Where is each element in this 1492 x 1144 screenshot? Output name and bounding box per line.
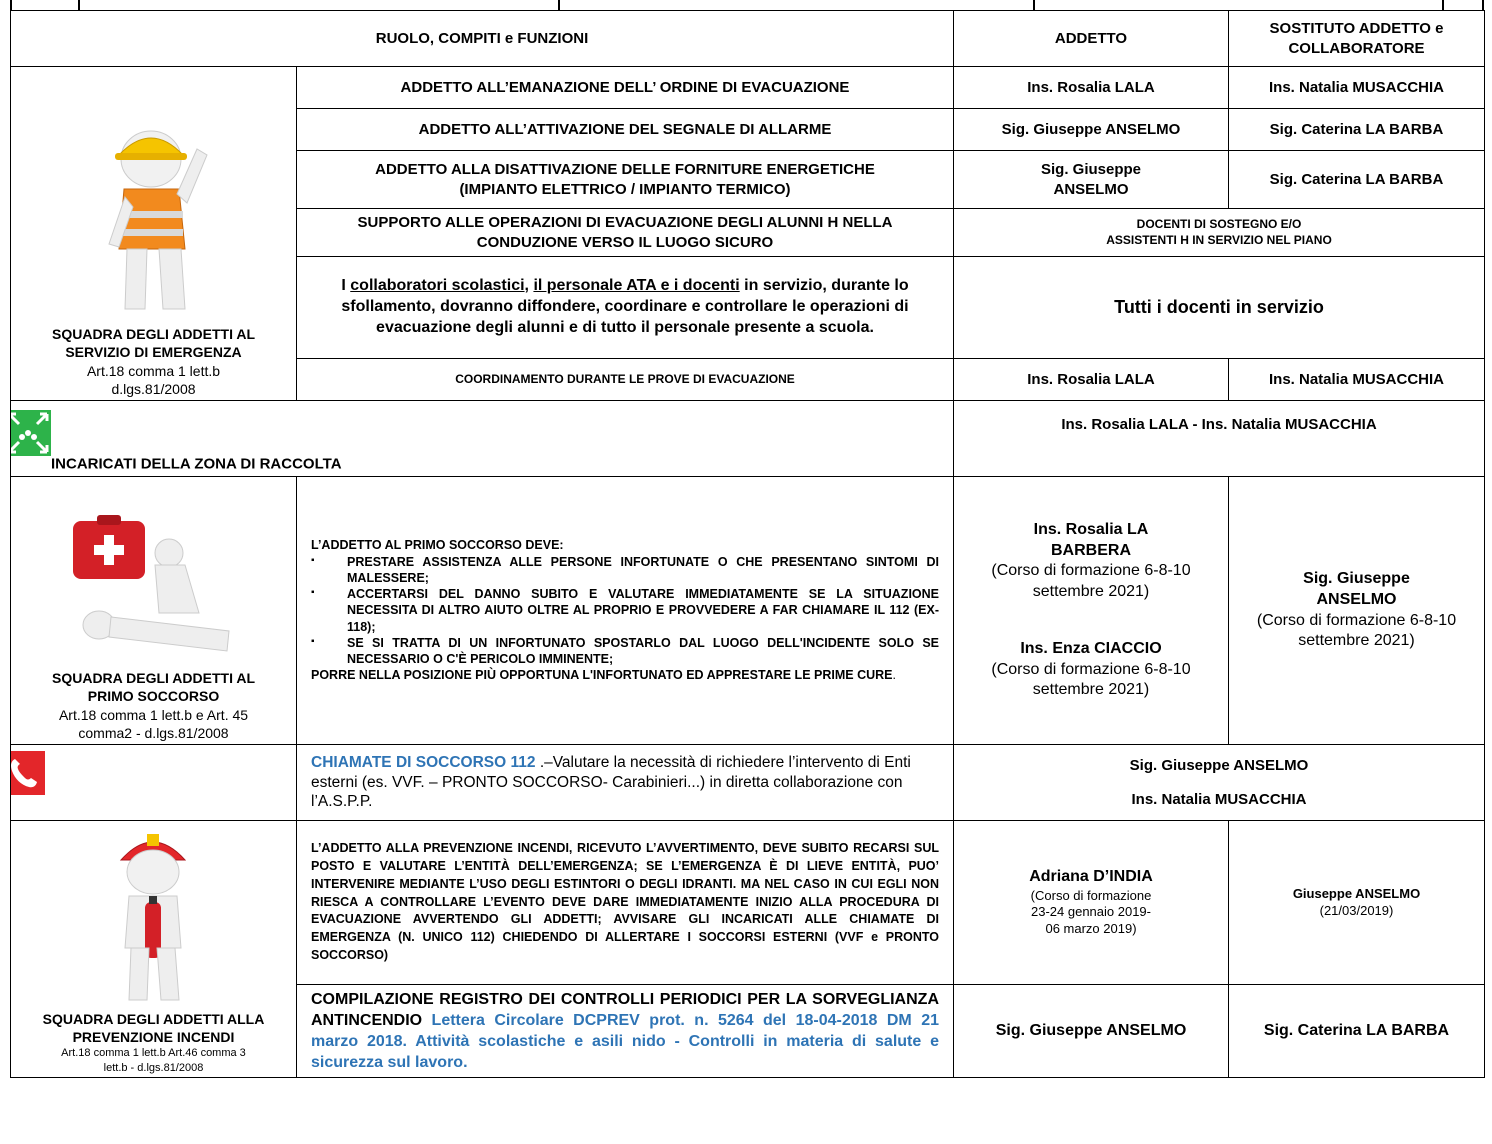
table-title: RUOLO, COMPITI e FUNZIONI: [11, 11, 954, 67]
sostituto-cell: Sig. Caterina LA BARBA: [1229, 109, 1485, 151]
firefighter-extinguisher-figure-icon: [99, 824, 209, 1004]
fire-addetto: Adriana D’INDIA (Corso di formazione 23-24 gennaio 2019- 06 marzo 2019): [954, 821, 1229, 985]
role-cell: COORDINAMENTO DURANTE LE PROVE DI EVACUAZIONE: [297, 359, 954, 401]
col-header-sostituto: SOSTITUTO ADDETTO e COLLABORATORE: [1229, 11, 1485, 67]
emergency-roles-table: [10, 10, 1485, 1078]
assembly-zone-title-cell: [11, 401, 954, 477]
fire-duties: L’ADDETTO ALLA PREVENZIONE INCENDI, RICEVUTO L’AVVERTIMENTO, DEVE SUBITO RECARSI SUL POSTO E VALUTARE L’ENTITÀ DELL’EMERGENZA; SE L’EMERGENZA È DI LIEVE ENTITÀ, PUO’ INTERVENIRE MEDIANTE L’USO DEGLI ESTINTORI O DEGLI IDRANTI. MA NEL CASO IN CUI EGLI NON RIESCA A CONTROLLARE L’EVENTO DEVE DARE IMMEDIATAMENTE INIZIO ALLA PROCEDURA DI EVACUAZIONE AVVERTENDO GLI ADDETTI; AVVISARE GLI INCARICATI ALLE CHIAMATE DI EMERGENZA (N. UNICO 112) CHIEDENDO DI ALLERTARE I SOCCORSI ESTERNI (VVF e PRONTO SOCCORSO): [297, 821, 954, 985]
fire-sostituto: Giuseppe ANSELMO (21/03/2019): [1229, 821, 1485, 985]
addetto-cell: Ins. Rosalia LALA: [954, 67, 1229, 109]
fire-register-addetto: Sig. Giuseppe ANSELMO: [954, 985, 1229, 1078]
list-item: ▪ SE SI TRATTA DI UN INFORTUNATO SPOSTARLO DAL LUOGO DELL'INCIDENTE SOLO SE NECESSARIO O C'È PERICOLO IMMINENTE;: [311, 635, 939, 668]
first-aid-sostituto: Sig. Giuseppe ANSELMO (Corso di formazione 6-8-10 settembre 2021): [1229, 477, 1485, 745]
col-header-addetto: ADDETTO: [954, 11, 1229, 67]
assembly-zone-names: Ins. Rosalia LALA - Ins. Natalia MUSACCHIA: [954, 401, 1485, 477]
phone-cell: [11, 745, 297, 821]
worker-helmet-figure-icon: [89, 119, 219, 319]
addetto-cell: Sig. Giuseppe ANSELMO: [954, 109, 1229, 151]
fire-register-sostituto: Sig. Caterina LA BARBA: [1229, 985, 1485, 1078]
role-cell: ADDETTO ALLA DISATTIVAZIONE DELLE FORNITURE ENERGETICHE (IMPIANTO ELETTRICO / IMPIANTO TERMICO): [297, 151, 954, 209]
phone-icon: [11, 751, 46, 795]
collab-who-cell: Tutti i docenti in servizio: [954, 257, 1485, 359]
addetto-cell: Ins. Rosalia LALA: [954, 359, 1229, 401]
emergency-team-cell: SQUADRA DEGLI ADDETTI AL SERVIZIO DI EMERGENZA Art.18 comma 1 lett.b d.lgs.81/2008: [11, 67, 297, 401]
addetto-cell: Sig. Giuseppe ANSELMO: [954, 151, 1229, 209]
first-aid-kit-figure-icon: [59, 513, 249, 663]
role-cell: SUPPORTO ALLE OPERAZIONI DI EVACUAZIONE DEGLI ALUNNI H NELLA CONDUZIONE VERSO IL LUOGO SICURO: [297, 209, 954, 257]
list-item: ▪ PRESTARE ASSISTENZA ALLE PERSONE INFORTUNATE O CHE PRESENTANO SINTOMI DI MALESSERE;: [311, 554, 939, 587]
first-aid-list: [311, 554, 939, 668]
sostituto-cell: Ins. Natalia MUSACCHIA: [1229, 359, 1485, 401]
supporto-who-cell: DOCENTI DI SOSTEGNO E/O ASSISTENTI H IN SERVIZIO NEL PIANO: [954, 209, 1485, 257]
fire-register-text: COMPILAZIONE REGISTRO DEI CONTROLLI PERIODICI PER LA SORVEGLIANZA ANTINCENDIO Lettera Circolare DCPREV prot. n. 5264 del 18-04-2018 DM 21 marzo 2018. Attività scolastiche e asili nido - Controlli in materia di salute e sicurezza sul lavoro.: [297, 985, 954, 1078]
first-aid-duties: L’ADDETTO AL PRIMO SOCCORSO DEVE: ▪ PRESTARE ASSISTENZA ALLE PERSONE INFORTUNATE O CHE PRESENTANO SINTOMI DI MALESSERE; ▪ ACCERTARSI DEL DANNO SUBITO E VALUTARE IMMEDIATAMENTE SE LA SITUAZIONE NECESSITA DI ALTRO AIUTO OLTRE AL PROPRIO E PROVVEDERE A FAR CHIAMARE IL 112 (EX-118); ▪ SE SI TRATTA DI UN INFORTUNATO SPOSTARLO DAL LUOGO DELL'INCIDENTE SOLO SE NECESSARIO O C'È PERICOLO IMMINENTE; PORRE NELLA POSIZIONE PIÙ OPPORTUNA L'INFORTUNATO ED APPRESTARE LE PRIME CURE.: [297, 477, 954, 745]
first-aid-addetti: Ins. Rosalia LA BARBERA (Corso di formazione 6-8-10 settembre 2021) Ins. Enza CIACCIO (Corso di formazione 6-8-10 settembre 2021): [954, 477, 1229, 745]
emergency-calls-text: CHIAMATE DI SOCCORSO 112 .–Valutare la necessità di richiedere l’intervento di Enti esterni (es. VVF. – PRONTO SOCCORSO- Carabinieri...) in diretta collaborazione con l’A.S.P.P.: [297, 745, 954, 821]
emergency-calls-names: Sig. Giuseppe ANSELMO Ins. Natalia MUSACCHIA: [954, 745, 1485, 821]
assembly-point-icon: [11, 410, 52, 456]
role-cell: I collaboratori scolastici, il personale ATA e i docenti in servizio, durante lo sfollamento, dovranno diffondere, coordinare e controllare le operazioni di evacuazione degli alunni e di tutto il personale presente a scuola.: [297, 257, 954, 359]
first-aid-team-cell: SQUADRA DEGLI ADDETTI AL PRIMO SOCCORSO Art.18 comma 1 lett.b e Art. 45 comma2 - d.lgs.81/2008: [11, 477, 297, 745]
sostituto-cell: Sig. Caterina LA BARBA: [1229, 151, 1485, 209]
fire-team-cell: SQUADRA DEGLI ADDETTI ALLA PREVENZIONE INCENDI Art.18 comma 1 lett.b Art.46 comma 3 lett.b - d.lgs.81/2008: [11, 821, 297, 1078]
assembly-zone-title: INCARICATI DELLA ZONA DI RACCOLTA: [51, 455, 342, 473]
role-cell: ADDETTO ALL’EMANAZIONE DELL’ ORDINE DI EVACUAZIONE: [297, 67, 954, 109]
list-item: ▪ ACCERTARSI DEL DANNO SUBITO E VALUTARE IMMEDIATAMENTE SE LA SITUAZIONE NECESSITA DI ALTRO AIUTO OLTRE AL PROPRIO E PROVVEDERE A FAR CHIAMARE IL 112 (EX-118);: [311, 586, 939, 635]
previous-page-row: [0, 0, 1492, 10]
sostituto-cell: Ins. Natalia MUSACCHIA: [1229, 67, 1485, 109]
role-cell: ADDETTO ALL’ATTIVAZIONE DEL SEGNALE DI ALLARME: [297, 109, 954, 151]
